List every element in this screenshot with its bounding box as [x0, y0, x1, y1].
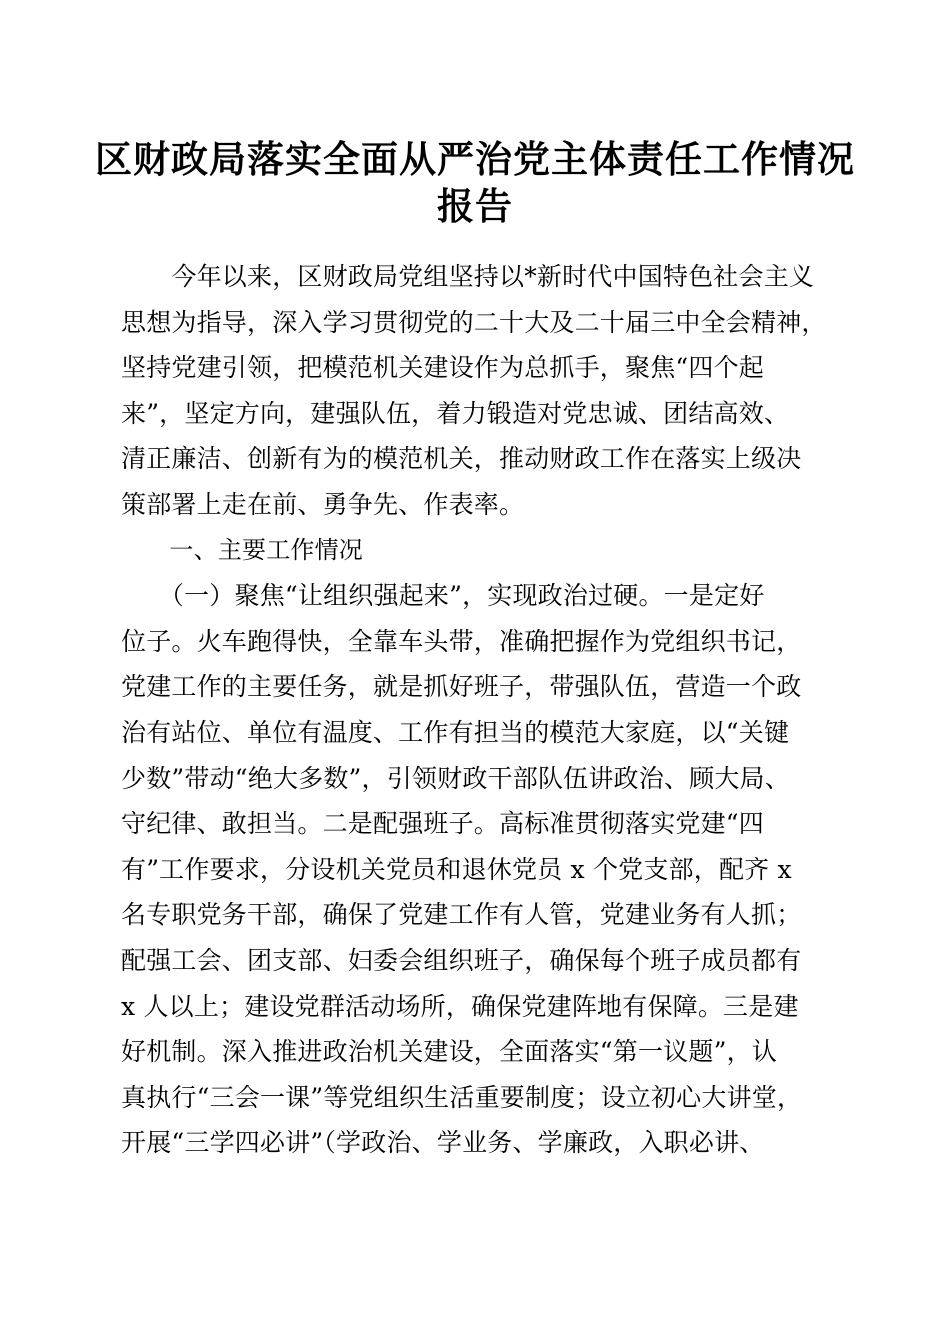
- document-title-continuation: 报告: [437, 184, 513, 228]
- paragraph-line: 有”工作要求，分设机关党员和退休党员 x 个党支部，配齐 x: [121, 854, 792, 884]
- paragraph-line: 位子。火车跑得快，全靠车头带，准确把握作为党组织书记，: [121, 626, 802, 656]
- paragraph-line: 配强工会、团支部、妇委会组织班子，确保每个班子成员都有: [121, 945, 802, 975]
- paragraph-line: 真执行“三会一课”等党组织生活重要制度；设立初心大讲堂，: [121, 1082, 803, 1112]
- paragraph-line: x 人以上；建设党群活动场所，确保党建阵地有保障。三是建: [121, 991, 799, 1021]
- paragraph-line: 好机制。深入推进政治机关建设，全面落实“第一议题”，认: [121, 1037, 777, 1067]
- paragraph-line: 思想为指导，深入学习贯彻党的二十大及二十届三中全会精神，: [121, 307, 827, 337]
- section-heading: 一、主要工作情况: [121, 535, 363, 564]
- paragraph-line: 少数”带动“绝大多数”，引领财政干部队伍讲政治、顾大局、: [121, 763, 790, 793]
- paragraph-line: 开展“三学四必讲”（学政治、学业务、学廉政，入职必讲、: [121, 1128, 765, 1158]
- paragraph-line: 清正廉洁、创新有为的模范机关，推动财政工作在落实上级决: [121, 444, 802, 474]
- document-title: 区财政局落实全面从严治党主体责任工作情况: [95, 137, 855, 181]
- document-body: [121, 254, 841, 1166]
- paragraph-line: 坚持党建引领，把模范机关建设作为总抓手，聚焦“四个起: [121, 353, 764, 383]
- paragraph-line: 策部署上走在前、勇争先、作表率。: [121, 489, 525, 519]
- paragraph-line: 党建工作的主要任务，就是抓好班子，带强队伍，营造一个政: [121, 672, 802, 702]
- paragraph-line: 来”，坚定方向，建强队伍，着力锻造对党忠诚、团结高效、: [121, 398, 790, 428]
- paragraph-line: 治有站位、单位有温度、工作有担当的模范大家庭，以“关键: [121, 717, 790, 747]
- paragraph-line: （一）聚焦“让组织强起来”，实现政治过硬。一是定好: [121, 581, 765, 611]
- paragraph-line: 名专职党务干部，确保了党建工作有人管，党建业务有人抓；: [121, 900, 802, 930]
- paragraph-line: 今年以来，区财政局党组坚持以*新时代中国特色社会主义: [121, 262, 815, 291]
- paragraph-line: 守纪律、敢担当。二是配强班子。高标准贯彻落实党建“四: [121, 809, 764, 839]
